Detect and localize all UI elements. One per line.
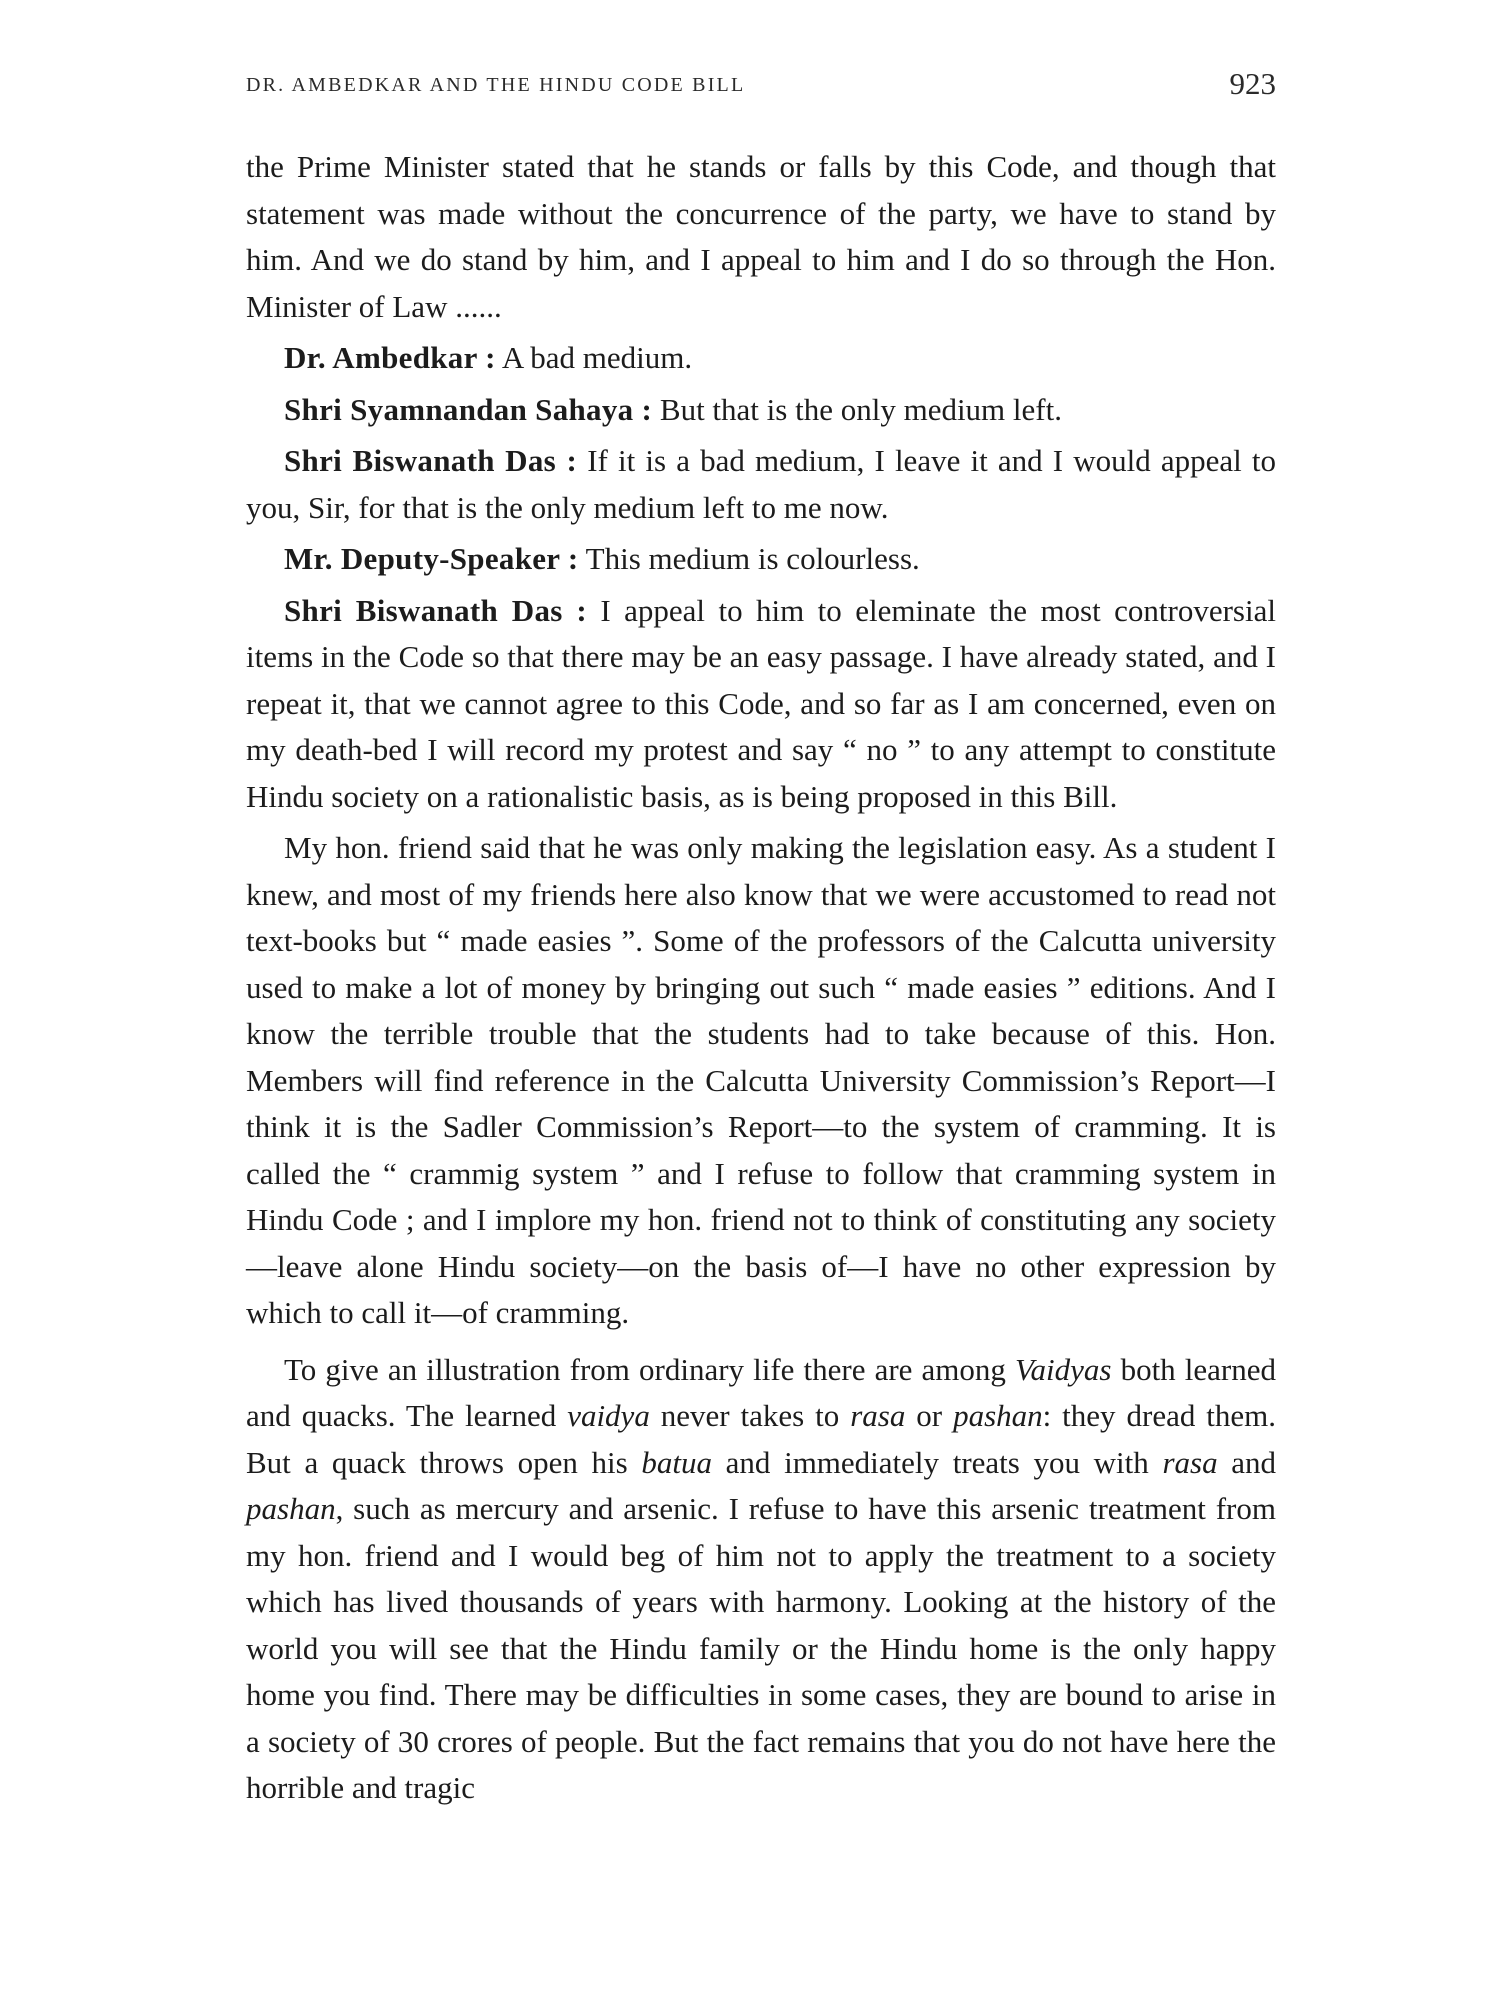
running-title: DR. AMBEDKAR AND THE HINDU CODE BILL [246, 74, 746, 96]
speech-text: A bad medium. [501, 340, 693, 375]
italic-term: rasa [850, 1398, 906, 1433]
speech-das-1 [246, 438, 1276, 531]
text-run: and [1217, 1444, 1276, 1480]
book-page [246, 60, 1276, 1812]
text-run: or [905, 1398, 954, 1433]
italic-term: vaidya [567, 1398, 650, 1433]
paragraph-made-easies: My hon. friend said that he was only making the legislation easy. As a student I knew, and most of my friends here also know that we were accustomed to read not text-books but “ made easies ”. Some of the professors of the Calcutta university used to make a lot of money by bringing out such “ made easies ” editions. And I know the terrible trouble that the students had to take because of this. Hon. Members will find reference in the Calcutta University Commission’s Report—I think it is the Sadler Commission’s Report—to the system of cramming. It is called the “ crammig system ” and I refuse to follow that cramming system in Hindu Code ; and I implore my hon. friend not to think of constituting any society—leave alone Hindu society—on the basis of—I have no other expression by which to call it—of cramming. [246, 830, 1276, 1330]
italic-term: Vaidyas [1015, 1351, 1112, 1387]
paragraph-vaidyas [246, 1347, 1276, 1812]
text-run: , such as mercury and arsenic. I refuse to have this arsenic treatment from my hon. friend and I would beg of him not to apply the treatment to a society which has lived thousands of years with harmony. Looking at the history of the world you will see that the Hindu family or the Hindu home is the only happy home you find. There may be difficulties in some cases, they are bound to arise in a society of 30 crores of people. But the fact remains that you do not have here the horrible and tragic [246, 1491, 1276, 1805]
speech-text: This medium is colourless. [585, 541, 920, 576]
speech-das-2 [246, 588, 1276, 821]
text-run: : they dread them. But a quack throws open his [246, 1398, 1277, 1480]
italic-term: pashan [953, 1398, 1043, 1433]
paragraph-continuation: the Prime Minister stated that he stands or falls by this Code, and though that statement was made without the concurrence of the party, we have to stand by him. And we do stand by him, and I appeal to him and I do so through the Hon. Minister of Law ...... [246, 149, 1276, 324]
italic-term: batua [641, 1444, 712, 1480]
speech-sahaya [246, 387, 1276, 434]
page-number: 923 [1229, 66, 1276, 101]
body-text [246, 144, 1276, 1812]
speech-ambedkar [246, 335, 1276, 382]
speech-text: If it is a bad medium, I leave it and I would appeal to you, Sir, for that is the only medium left to me now. [246, 443, 1276, 525]
speaker-name: Mr. Deputy-Speaker : [284, 541, 579, 576]
speech-deputy-speaker [246, 536, 1276, 583]
text-run: To give an illustration from ordinary life there are among [284, 1351, 1016, 1387]
text-run: never takes to [649, 1398, 851, 1433]
speaker-name: Shri Syamnandan Sahaya : [284, 391, 653, 427]
running-header [246, 60, 1276, 120]
italic-term: pashan [246, 1491, 336, 1526]
italic-term: rasa [1162, 1444, 1218, 1480]
speech-text: I appeal to him to eleminate the most controversial items in the Code so that there may be an easy passage. I have already stated, and I repeat it, that we cannot agree to this Code, and so far as I am concerned, even on my death-bed I will record my protest and say “ no ” to any attempt to constitute Hindu society on a rationalistic basis, as is being proposed in this Bill. [246, 592, 1276, 814]
text-run: and immediately treats you with [712, 1444, 1163, 1480]
speaker-name: Shri Biswanath Das : [284, 443, 578, 478]
speech-text: But that is the only medium left. [659, 391, 1062, 427]
speaker-name: Shri Biswanath Das : [284, 592, 587, 628]
text-run: both learned and quacks. The learned [246, 1351, 1277, 1433]
speaker-name: Dr. Ambedkar : [284, 340, 496, 375]
